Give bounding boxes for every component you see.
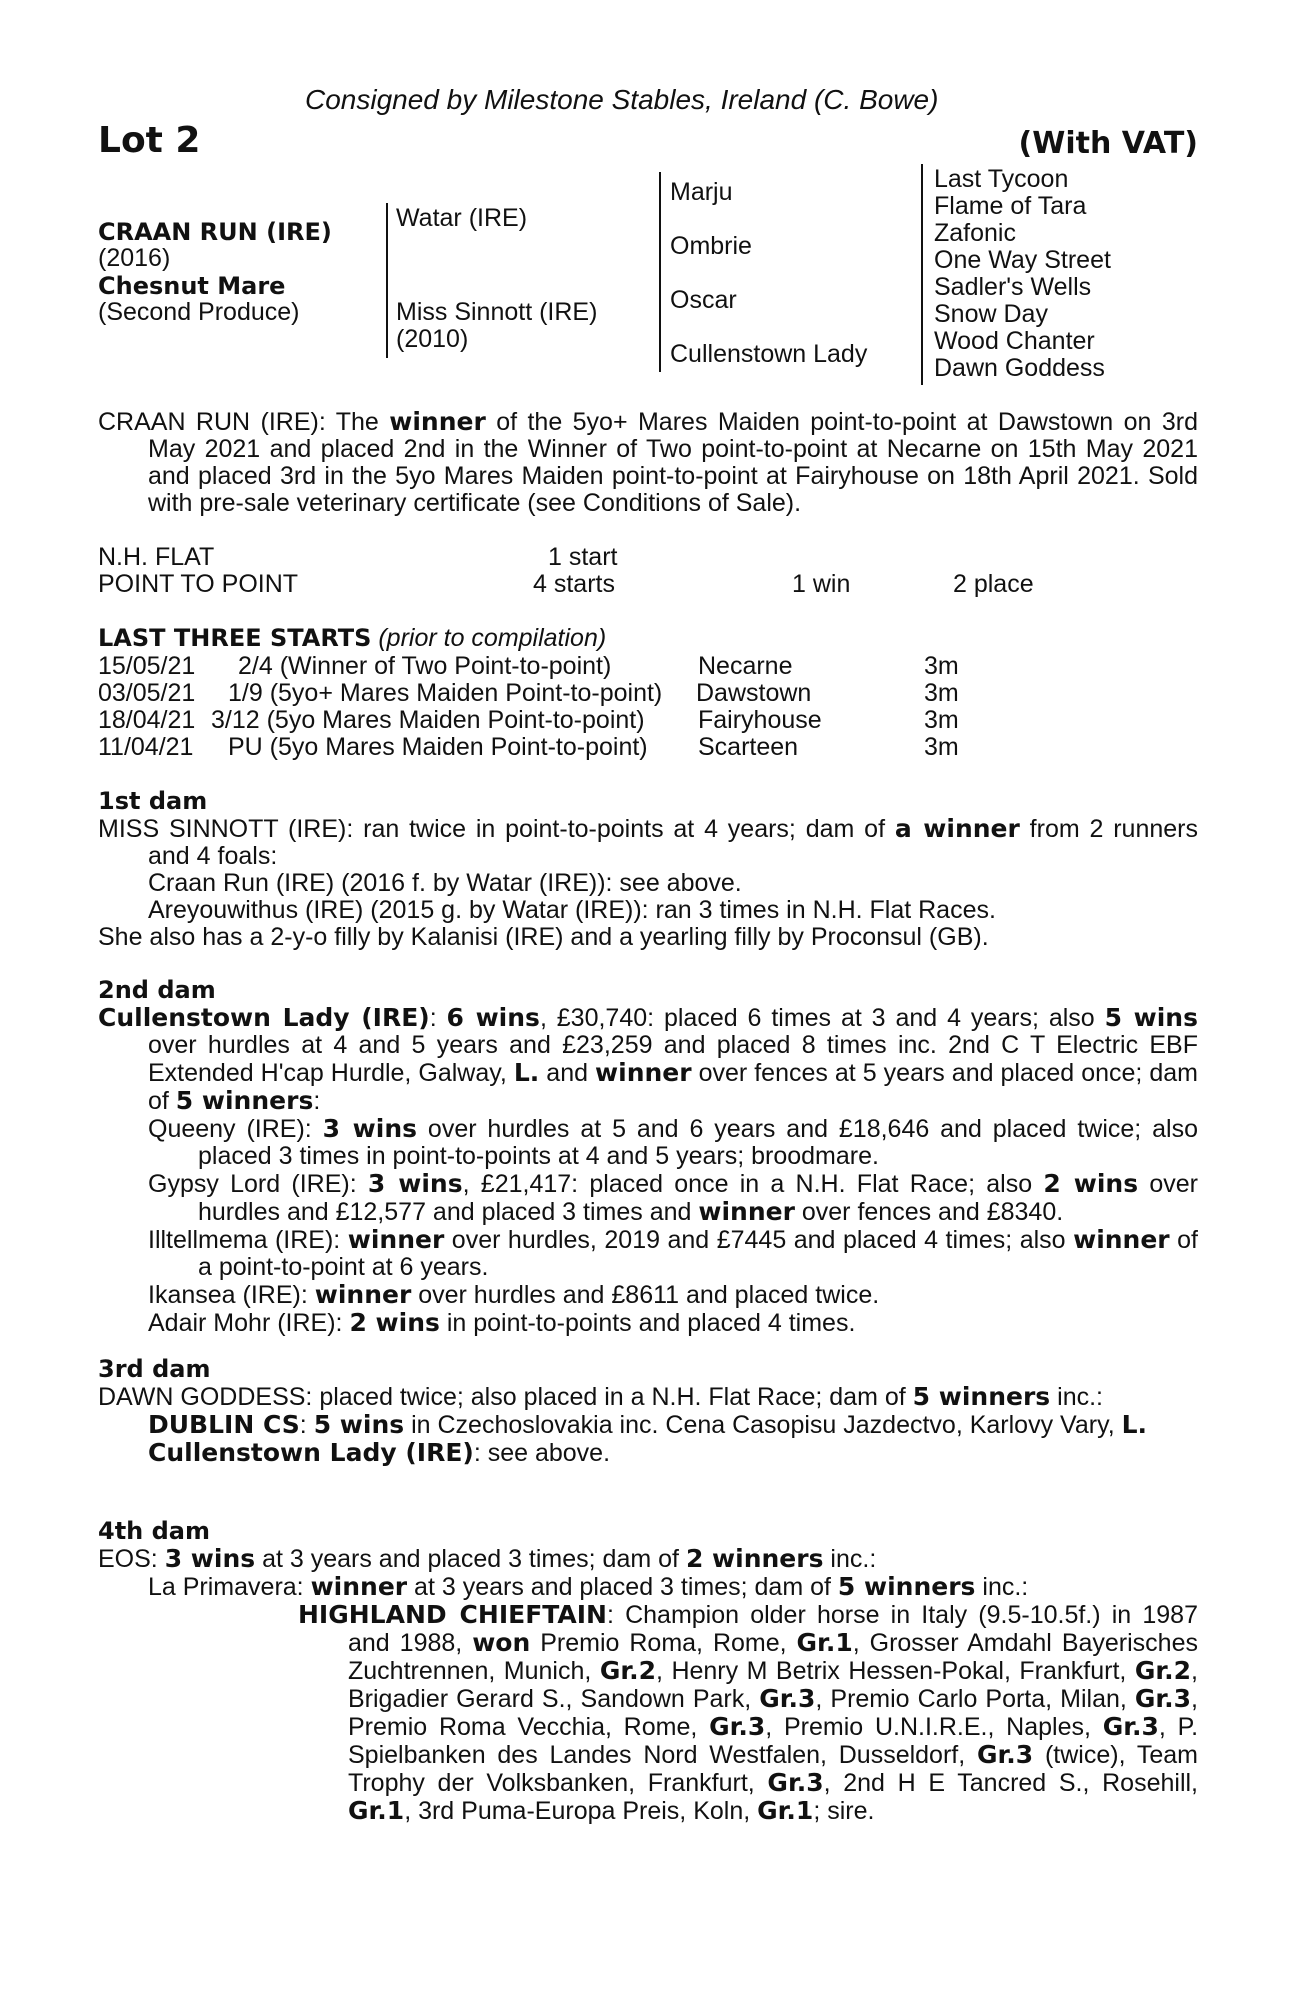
start-race: PU (5yo Mares Maiden Point-to-point) [228, 733, 648, 761]
dam1-heading: 1st dam [98, 787, 208, 815]
start-course: Necarne [698, 652, 793, 680]
summary-text: of the 5yo+ Mares Maiden point-to-point at Dawstown on 3rd May 2021 and placed 2nd in the Winner of Two point-to-point at Necarne on 15th May 2021 and placed 3rd in the 5yo Mares Maiden point-to-point at Fairyhouse on 18th April 2021. Sold with pre-sale veterinary certificate (see Conditions of Sale). [148, 408, 1198, 517]
start-distance: 3m [924, 679, 959, 707]
dam4-highland-chieftain: HIGHLAND CHIEFTAIN: Champion older horse in Italy (9.5-10.5f.) in 1987 and 1988, won Premio Roma, Rome, Gr.1, Grosser Amdahl Bayerisches Zuchtrennen, Munich, Gr.2, Henry M Betrix Hessen-Pokal, Frankfurt, Gr.2, Brigadier Gerard S., Sandown Park, Gr.3, Premio Carlo Porta, Milan, Gr.3, Premio Roma Vecchia, Rome, Gr.3, Premio U.N.I.R.E., Naples, Gr.3, P. Spielbanken des Landes Nord Westfalen, Dusseldorf, Gr.3 (twice), Team Trophy der Volksbanken, Frankfurt, Gr.3, 2nd H E Tancred S., Rosehill, Gr.1, 3rd Puma-Europa Preis, Koln, Gr.1; sire. [298, 1600, 1199, 1825]
dam3-intro: DAWN GODDESS: placed twice; also placed in a N.H. Flat Race; dam of 5 winners inc.: [98, 1382, 1103, 1411]
dam3-section [98, 1356, 1198, 1467]
great-grandparent-3: Zafonic [934, 219, 1016, 247]
start-race: 3/12 (5yo Mares Maiden Point-to-point) [211, 706, 645, 734]
summary-winner: winner [389, 407, 486, 436]
great-grandparent-2: Flame of Tara [934, 192, 1087, 220]
record-nh-flat: N.H. FLAT [98, 543, 215, 571]
dam2-produce-ikansea: Ikansea (IRE): winner over hurdles and £8611 and placed twice. [148, 1280, 880, 1309]
horse-name: CRAAN RUN (IRE) [98, 218, 332, 246]
start-distance: 3m [924, 706, 959, 734]
pedigree-divider-1 [386, 203, 388, 358]
great-grandparent-4: One Way Street [934, 246, 1111, 274]
last-starts-heading [98, 625, 606, 652]
dam4-eos: EOS: 3 wins at 3 years and placed 3 times; dam of 2 winners inc.: [98, 1544, 877, 1573]
pedigree-divider-3 [921, 164, 923, 385]
dam1-produce-2: Areyouwithus (IRE) (2015 g. by Watar (IRE)): ran 3 times in N.H. Flat Races. [148, 896, 996, 924]
start-distance: 3m [924, 733, 959, 761]
dam3-produce-cullenstown-lady: Cullenstown Lady (IRE): see above. [148, 1438, 611, 1467]
dam3-produce-dublin-cs: DUBLIN CS: 5 wins in Czechoslovakia inc. Cena Casopisu Jazdectvo, Karlovy Vary, L. [148, 1410, 1148, 1439]
summary-text: CRAAN RUN (IRE): The [98, 408, 390, 436]
great-grandparent-7: Wood Chanter [934, 327, 1095, 355]
sire: Watar (IRE) [396, 204, 528, 232]
dam4-la-primavera: La Primavera: winner at 3 years and placed 3 times; dam of 5 winners inc.: [148, 1572, 1029, 1601]
dam2-produce-illtellmema: Illtellmema (IRE): winner over hurdles, 2019 and £7445 and placed 4 times; also winner of a point-to-point at 6 years. [148, 1225, 1198, 1281]
great-grandparent-5: Sadler's Wells [934, 273, 1092, 301]
start-course: Fairyhouse [698, 706, 822, 734]
horse-year: (2016) [98, 244, 171, 272]
grandparent-1: Marju [670, 178, 733, 206]
start-course: Dawstown [696, 679, 812, 707]
dam2-heading: 2nd dam [98, 976, 216, 1004]
start-course: Scarteen [698, 733, 799, 761]
dam1-note: She also has a 2-y-o filly by Kalanisi (IRE) and a yearling filly by Proconsul (GB). [98, 923, 989, 951]
last-starts-note: (prior to compilation) [371, 624, 607, 652]
great-grandparent-8: Dawn Goddess [934, 354, 1105, 382]
summary-paragraph [98, 408, 1198, 517]
grandparent-4: Cullenstown Lady [670, 340, 868, 368]
horse-produce: (Second Produce) [98, 298, 300, 326]
start-distance: 3m [924, 652, 959, 680]
start-date: 18/04/21 [98, 706, 196, 734]
dam2-produce-gypsy-lord: Gypsy Lord (IRE): 3 wins, £21,417: placed once in a N.H. Flat Race; also 2 wins over hurdles and £12,577 and placed 3 times and winner over fences and £8340. [148, 1169, 1198, 1226]
dam: Miss Sinnott (IRE) [396, 298, 598, 326]
dam-year: (2010) [396, 325, 469, 353]
record-ptp-starts: 4 starts [533, 570, 615, 598]
start-race: 2/4 (Winner of Two Point-to-point) [238, 652, 612, 680]
start-date: 03/05/21 [98, 679, 196, 707]
horse-sex: Chesnut Mare [98, 272, 286, 300]
vat-note: (With VAT) [1018, 126, 1198, 161]
record-nh-flat-starts: 1 start [548, 543, 618, 571]
record-ptp-wins: 1 win [792, 570, 851, 598]
dam1-intro: MISS SINNOTT (IRE): ran twice in point-to-points at 4 years; dam of [98, 815, 895, 843]
dam2-main: Cullenstown Lady (IRE): 6 wins, £30,740: placed 6 times at 3 and 4 years; also 5 wins over hurdles at 4 and 5 years and £23,259 and placed 8 times inc. 2nd C T Electric EBF Extended H'cap Hurdle, Galway, L. and winner over fences at 5 years and placed once; dam of 5 winners: [98, 1003, 1198, 1115]
dam1-intro-end: from 2 runners and 4 foals: [148, 815, 1198, 870]
last-starts-title: LAST THREE STARTS [98, 624, 372, 652]
great-grandparent-6: Snow Day [934, 300, 1048, 328]
dam1-winner: a winner [894, 814, 1020, 843]
grandparent-3: Oscar [670, 286, 737, 314]
dam1-produce-1: Craan Run (IRE) (2016 f. by Watar (IRE)): see above. [148, 869, 742, 897]
grandparent-2: Ombrie [670, 232, 752, 260]
dam2-section [98, 977, 1198, 1337]
dam4-section [98, 1518, 1198, 1825]
start-date: 11/04/21 [98, 733, 194, 761]
dam1-section [98, 788, 1198, 951]
start-date: 15/05/21 [98, 652, 196, 680]
dam2-produce-queeny: Queeny (IRE): 3 wins over hurdles at 5 and 6 years and £18,646 and placed twice; also placed 3 times in point-to-points at 4 and 5 years; broodmare. [148, 1114, 1198, 1170]
record-ptp-places: 2 place [953, 570, 1034, 598]
dam3-heading: 3rd dam [98, 1355, 211, 1383]
consignor: Consigned by Milestone Stables, Ireland (C. Bowe) [305, 84, 939, 115]
dam4-heading: 4th dam [98, 1517, 210, 1545]
dam2-produce-adair-mohr: Adair Mohr (IRE): 2 wins in point-to-points and placed 4 times. [148, 1308, 856, 1337]
lot-number: Lot 2 [98, 120, 201, 161]
record-ptp: POINT TO POINT [98, 570, 299, 598]
pedigree-divider-2 [659, 172, 661, 372]
great-grandparent-1: Last Tycoon [934, 165, 1069, 193]
start-race: 1/9 (5yo+ Mares Maiden Point-to-point) [228, 679, 663, 707]
